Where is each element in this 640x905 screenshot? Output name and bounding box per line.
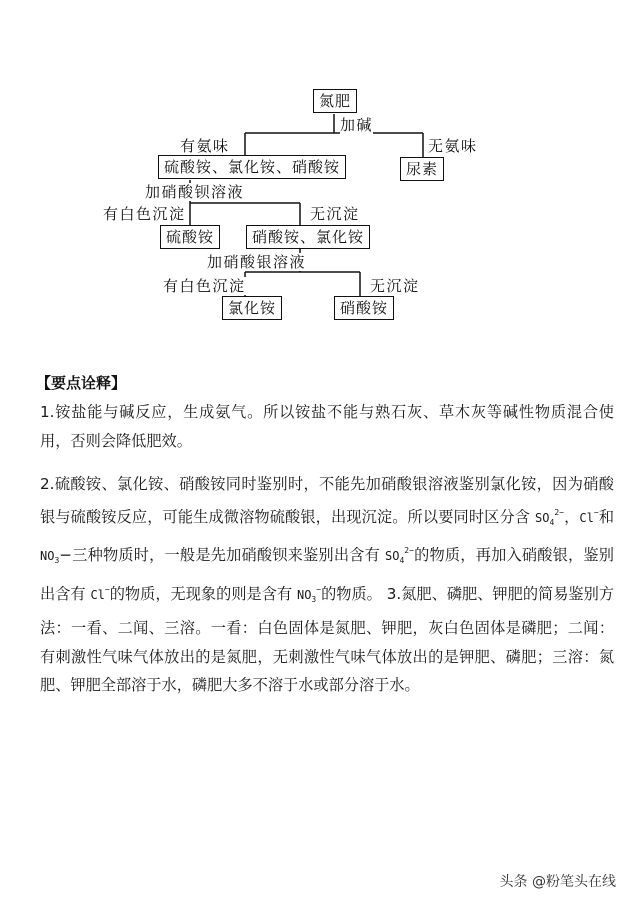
label-add-barium-nitrate: 加硝酸钡溶液 <box>145 183 245 201</box>
label-no-precipitate-1: 无沉淀 <box>310 205 360 223</box>
label-no-precipitate-2: 无沉淀 <box>370 277 420 295</box>
formula-sulfate: $SO_4^{2-}$ <box>535 507 564 527</box>
section-title: 【要点诠释】 <box>36 374 127 392</box>
label-add-silver-nitrate: 加硝酸银溶液 <box>207 253 307 271</box>
label-white-precipitate-2: 有白色沉淀 <box>163 277 246 295</box>
node-nitrogen-fertilizer: 氮肥 <box>313 89 357 113</box>
formula-chloride: Cl− <box>579 507 599 525</box>
formula-chloride: Cl− <box>90 584 110 602</box>
node-ammonium-sulfate: 硫酸铵 <box>160 225 220 249</box>
label-no-ammonia: 无氨味 <box>428 137 478 155</box>
node-ammonium-nitrate: 硝酸铵 <box>334 296 394 320</box>
source-watermark: 头条 @粉笔头在线 <box>496 869 620 893</box>
formula-sulfate: $SO_4^{2-}$ <box>385 546 414 565</box>
label-white-precipitate-1: 有白色沉淀 <box>103 205 186 223</box>
formula-nitrate: $NO_3^-$ <box>296 584 322 604</box>
node-urea: 尿素 <box>400 157 444 181</box>
node-ammonium-chloride: 氯化铵 <box>222 296 282 320</box>
note-text: 2.硫酸铵、氯化铵、硝酸铵同时鉴别时，不能先加硝酸银溶液鉴别氯化铵，因为硝酸银与硫酸铵反应，可能生成微溶物硫酸银，出现沉淀。所以要同时区分含 <box>40 475 614 526</box>
node-group1: 硫酸铵、氯化铵、硝酸铵 <box>158 155 346 179</box>
label-add-base: 加碱 <box>340 116 374 134</box>
label-has-ammonia: 有氨味 <box>180 137 230 155</box>
note-paragraph-2: 2.硫酸铵、氯化铵、硝酸铵同时鉴别时，不能先加硝酸银溶液鉴别氯化铵，因为硝酸银与硫酸铵反应，可能生成微溶物硫酸银，出现沉淀。所以要同时区分含 $SO_4^{2-}$，Cl−和 $NO_3-$三种物质时，一般是先加硝酸钡来鉴别出含有 $SO_4^{2-}$的物质，再加入硝酸银，鉴别出含有 Cl−的物质，无现象的则是含有 $NO_3^-$的物质。 3.氮肥、磷肥、钾肥的简易鉴别方法：一看、二闻、三溶。一看：白色固体是氮肥、钾肥，灰白色固体是磷肥；二闻：有刺激性气味气体放出的是氮肥，无刺激性气味气体放出的是钾肥、磷肥；三溶：氮肥、钾肥全部溶于水，磷肥大多不溶于水或部分溶于水。 <box>40 475 615 694</box>
node-group2: 硝酸铵、氯化铵 <box>246 225 370 249</box>
identification-flowchart <box>0 0 640 330</box>
formula-nitrate: $NO_3$ <box>40 549 60 565</box>
note-paragraph-1: 1.铵盐能与碱反应，生成氨气。所以铵盐不能与熟石灰、草木灰等碱性物质混合使用，否则会降低肥效。 <box>40 403 614 450</box>
